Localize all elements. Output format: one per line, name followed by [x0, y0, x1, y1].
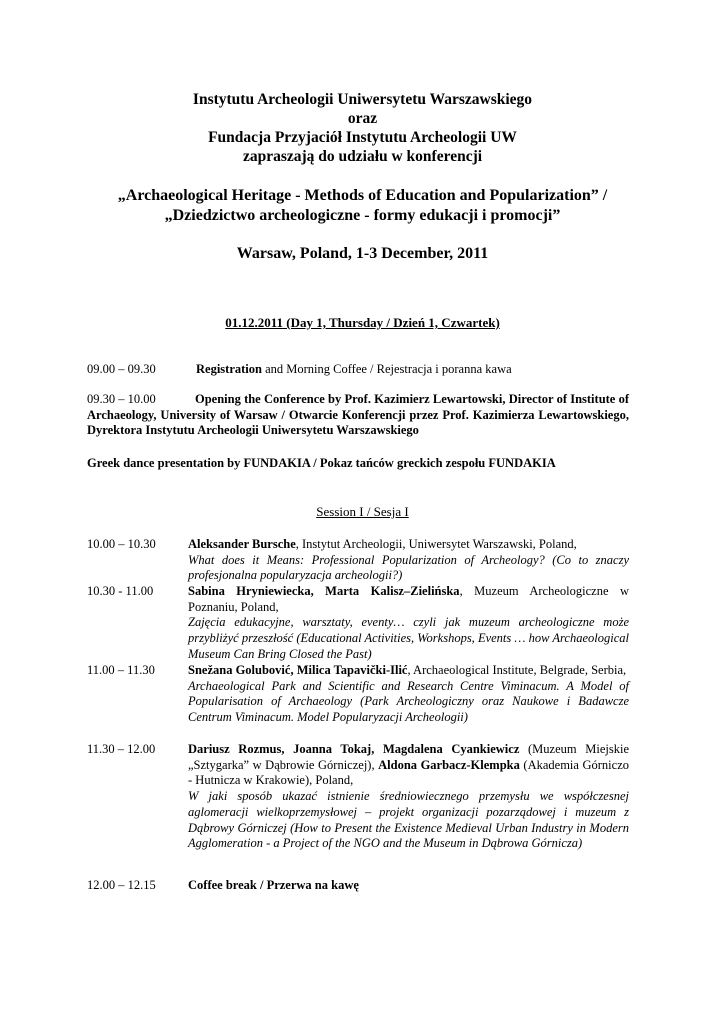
opening-block	[87, 392, 629, 439]
title-line-2: „Dziedzictwo archeologiczne - formy edukacji i promocji”	[164, 207, 561, 224]
talk-affiliation: , Archaeological Institute, Belgrade, Serbia,	[407, 663, 627, 677]
talk-authors: Sabina Hryniewiecka, Marta Kalisz–Zielińska	[188, 584, 460, 598]
opening-time: 09.30 – 10.00	[87, 392, 156, 406]
talk-title: Zajęcia edukacyjne, warsztaty, eventy… czyli jak muzeum archeologiczne może przybliżyć przeszłość (Educational Activities, Workshops, Events … how Archaeological Museum Can Bring Closed the Past)	[188, 615, 629, 661]
talk-affiliation-2: (Akademia Górniczo - Hutnicza w Krakowie), Poland,	[188, 757, 629, 788]
title-line-1: „Archaeological Heritage - Methods of Education and Popularization” /	[117, 187, 608, 204]
registration-rest: and Morning Coffee / Rejestracja i poranna kawa	[261, 362, 512, 376]
registration-bold: Registration	[196, 362, 262, 376]
header-line-4: zapraszają do udziału w konferencji	[242, 148, 483, 165]
header-line-2: oraz	[347, 110, 378, 127]
talk-title: W jaki sposób ukazać istnienie średniowiecznego przemysłu we współczesnej aglomeracji wielkoprzemysłowej – projekt organizacji pozarządowej i muzeum z Dąbrowy Górniczej (How to Present the Existence Medieval Urban Industry in Modern Agglomeration - a Project of the NGO and the Museum in Dąbrowa Górnicza)	[188, 789, 629, 851]
organizers-header	[60, 90, 665, 166]
registration-time: 09.00 – 09.30	[87, 362, 156, 376]
talk-title: Archaeological Park and Scientific and Research Centre Viminacum. A Model of Popularisation of Archaeology (Park Archeologiczny oraz Naukowe i Badawcze Centrum Viminacum. Model Popularyzacji Archeologii)	[188, 678, 629, 725]
conference-title	[60, 186, 665, 226]
registration-text	[196, 362, 512, 377]
talk-time: 11.00 – 11.30	[87, 663, 155, 677]
talk-body	[188, 742, 629, 852]
talk-affiliation: , Instytut Archeologii, Uniwersytet Warszawski, Poland,	[295, 537, 577, 551]
dance-presentation: Greek dance presentation by FUNDAKIA / Pokaz tańców greckich zespołu FUNDAKIA	[87, 456, 556, 470]
talk-body	[188, 537, 629, 584]
talk-authors: Aleksander Bursche	[188, 537, 296, 551]
talk-time: 11.30 – 12.00	[87, 742, 156, 756]
coffee-time: 12.00 – 12.15	[87, 878, 156, 892]
talk-time: 10.00 – 10.30	[87, 537, 156, 551]
talk-body	[188, 584, 629, 663]
talk-affiliation: , Muzeum Archeologiczne w Poznaniu, Poland,	[188, 584, 629, 614]
coffee-break: Coffee break / Przerwa na kawę	[188, 878, 359, 892]
talk-time: 10.30 - 11.00	[87, 584, 154, 598]
talk-body	[188, 663, 629, 726]
day-heading: 01.12.2011 (Day 1, Thursday / Dzień 1, Czwartek)	[225, 315, 500, 330]
session-heading: Session I / Sesja I	[316, 504, 409, 519]
talk-authors: Snežana Golubović, Milica Tapavički-Ilić	[188, 663, 408, 677]
header-line-1: Instytutu Archeologii Uniwersytetu Warszawskiego	[192, 91, 533, 108]
opening-text: Opening the Conference by Prof. Kazimierz Lewartowski, Director of Institute of Archaeology, University of Warsaw / Otwarcie Konferencji przez Prof. Kazimierza Lewartowskiego, Dyrektora Instytutu Archeologii Uniwersytetu Warszawskiego	[87, 392, 629, 438]
venue-line: Warsaw, Poland, 1-3 December, 2011	[236, 245, 489, 262]
talk-authors-2: Aldona Garbacz-Klempka	[378, 757, 520, 772]
talk-title: What does it Means: Professional Popularization of Archeology? (Co to znaczy profesjonalna popularyzacja archeologii?)	[188, 552, 629, 583]
talk-authors: Dariusz Rozmus, Joanna Tokaj, Magdalena Cyankiewicz	[188, 742, 520, 756]
talk-affiliation: (Muzeum Miejskie „Sztygarka” w Dąbrowie Górniczej),	[188, 742, 629, 772]
header-line-3: Fundacja Przyjaciół Instytutu Archeologii UW	[208, 129, 517, 146]
